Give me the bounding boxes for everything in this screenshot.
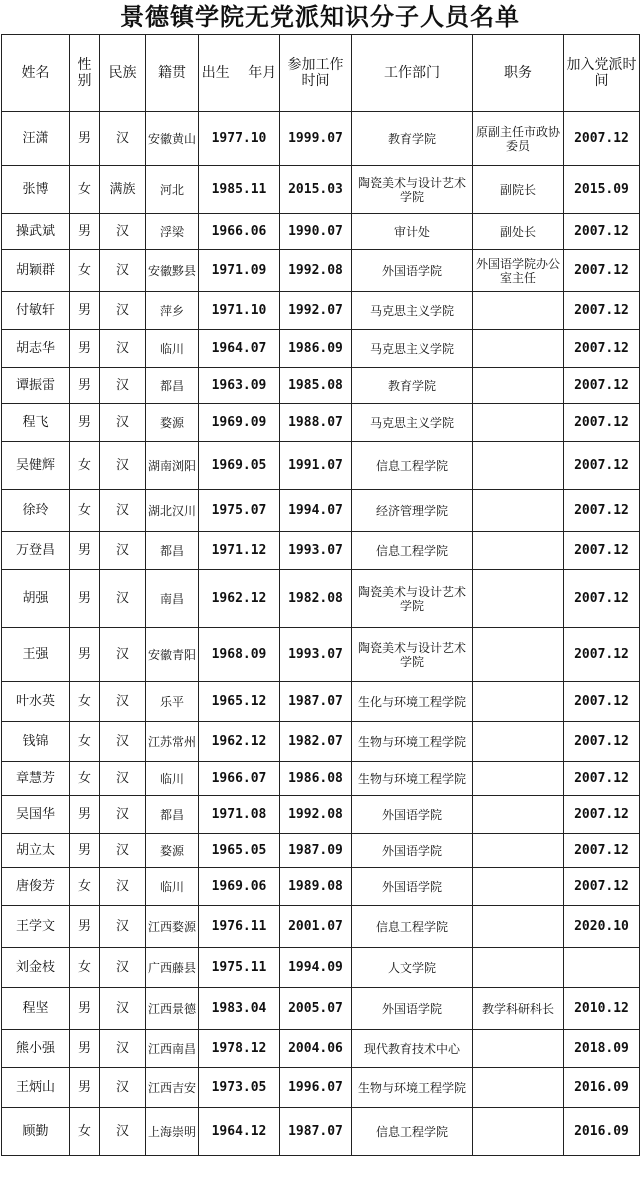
cell-position bbox=[473, 532, 564, 570]
cell-department: 生物与环境工程学院 bbox=[352, 722, 473, 762]
cell-gender: 女 bbox=[70, 250, 100, 292]
cell-position bbox=[473, 292, 564, 330]
cell-name: 胡强 bbox=[2, 570, 70, 628]
cell-origin: 临川 bbox=[146, 868, 199, 906]
cell-name: 胡志华 bbox=[2, 330, 70, 368]
cell-department: 外国语学院 bbox=[352, 796, 473, 834]
cell-origin: 浮梁 bbox=[146, 214, 199, 250]
cell-join: 2007.12 bbox=[564, 628, 640, 682]
cell-ethnicity: 汉 bbox=[100, 988, 146, 1030]
cell-position bbox=[473, 368, 564, 404]
cell-origin: 乐平 bbox=[146, 682, 199, 722]
cell-name: 刘金枝 bbox=[2, 948, 70, 988]
cell-work-start: 1992.07 bbox=[280, 292, 352, 330]
cell-name: 吴健辉 bbox=[2, 442, 70, 490]
cell-department: 陶瓷美术与设计艺术学院 bbox=[352, 628, 473, 682]
table-row bbox=[2, 834, 640, 868]
cell-ethnicity: 汉 bbox=[100, 1030, 146, 1068]
table-body bbox=[2, 112, 640, 1156]
cell-ethnicity: 汉 bbox=[100, 112, 146, 166]
header-origin: 籍贯 bbox=[146, 35, 199, 112]
table-row bbox=[2, 948, 640, 988]
table-row bbox=[2, 368, 640, 404]
cell-join: 2007.12 bbox=[564, 532, 640, 570]
cell-gender: 女 bbox=[70, 722, 100, 762]
cell-gender: 男 bbox=[70, 628, 100, 682]
cell-work-start: 1992.08 bbox=[280, 796, 352, 834]
cell-name: 钱锦 bbox=[2, 722, 70, 762]
cell-origin: 安徽黟县 bbox=[146, 250, 199, 292]
cell-birth: 1965.05 bbox=[199, 834, 280, 868]
cell-gender: 女 bbox=[70, 762, 100, 796]
cell-department: 信息工程学院 bbox=[352, 1108, 473, 1156]
cell-gender: 男 bbox=[70, 906, 100, 948]
cell-work-start: 2005.07 bbox=[280, 988, 352, 1030]
cell-work-start: 1982.07 bbox=[280, 722, 352, 762]
cell-work-start: 1986.08 bbox=[280, 762, 352, 796]
cell-ethnicity: 汉 bbox=[100, 330, 146, 368]
cell-position bbox=[473, 490, 564, 532]
cell-ethnicity: 汉 bbox=[100, 490, 146, 532]
cell-birth: 1965.12 bbox=[199, 682, 280, 722]
cell-name: 付敏轩 bbox=[2, 292, 70, 330]
cell-work-start: 1994.09 bbox=[280, 948, 352, 988]
table-row bbox=[2, 906, 640, 948]
cell-position bbox=[473, 442, 564, 490]
cell-gender: 男 bbox=[70, 988, 100, 1030]
cell-join: 2007.12 bbox=[564, 722, 640, 762]
cell-position bbox=[473, 682, 564, 722]
cell-origin: 江西吉安 bbox=[146, 1068, 199, 1108]
cell-work-start: 2004.06 bbox=[280, 1030, 352, 1068]
cell-gender: 男 bbox=[70, 570, 100, 628]
cell-name: 胡颖群 bbox=[2, 250, 70, 292]
cell-origin: 河北 bbox=[146, 166, 199, 214]
cell-position: 原副主任市政协委员 bbox=[473, 112, 564, 166]
header-work-start: 参加工作时间 bbox=[280, 35, 352, 112]
cell-join: 2007.12 bbox=[564, 214, 640, 250]
table-row bbox=[2, 404, 640, 442]
cell-work-start: 1992.08 bbox=[280, 250, 352, 292]
cell-position bbox=[473, 906, 564, 948]
table-row bbox=[2, 570, 640, 628]
cell-name: 顾勤 bbox=[2, 1108, 70, 1156]
header-ethnicity: 民族 bbox=[100, 35, 146, 112]
header-join: 加入党派时间 bbox=[564, 35, 640, 112]
cell-name: 吴国华 bbox=[2, 796, 70, 834]
cell-join: 2015.09 bbox=[564, 166, 640, 214]
cell-department: 陶瓷美术与设计艺术学院 bbox=[352, 570, 473, 628]
cell-birth: 1962.12 bbox=[199, 722, 280, 762]
cell-birth: 1969.06 bbox=[199, 868, 280, 906]
cell-gender: 女 bbox=[70, 490, 100, 532]
cell-work-start: 1987.07 bbox=[280, 1108, 352, 1156]
cell-birth: 1969.05 bbox=[199, 442, 280, 490]
cell-ethnicity: 汉 bbox=[100, 1108, 146, 1156]
header-name: 姓名 bbox=[2, 35, 70, 112]
cell-join: 2007.12 bbox=[564, 834, 640, 868]
cell-join: 2020.10 bbox=[564, 906, 640, 948]
cell-work-start: 1982.08 bbox=[280, 570, 352, 628]
cell-birth: 1963.09 bbox=[199, 368, 280, 404]
cell-birth: 1971.09 bbox=[199, 250, 280, 292]
cell-ethnicity: 汉 bbox=[100, 214, 146, 250]
cell-join: 2007.12 bbox=[564, 762, 640, 796]
cell-name: 万登昌 bbox=[2, 532, 70, 570]
cell-work-start: 1989.08 bbox=[280, 868, 352, 906]
cell-origin: 江苏常州 bbox=[146, 722, 199, 762]
cell-department: 生物与环境工程学院 bbox=[352, 1068, 473, 1108]
cell-work-start: 2001.07 bbox=[280, 906, 352, 948]
cell-department: 外国语学院 bbox=[352, 868, 473, 906]
cell-department: 人文学院 bbox=[352, 948, 473, 988]
cell-department: 生化与环境工程学院 bbox=[352, 682, 473, 722]
table-row bbox=[2, 292, 640, 330]
cell-join: 2007.12 bbox=[564, 112, 640, 166]
table-row bbox=[2, 330, 640, 368]
cell-ethnicity: 汉 bbox=[100, 442, 146, 490]
cell-department: 现代教育技术中心 bbox=[352, 1030, 473, 1068]
cell-work-start: 1993.07 bbox=[280, 532, 352, 570]
cell-birth: 1964.12 bbox=[199, 1108, 280, 1156]
table-row bbox=[2, 988, 640, 1030]
cell-position bbox=[473, 762, 564, 796]
table-row bbox=[2, 166, 640, 214]
cell-ethnicity: 汉 bbox=[100, 762, 146, 796]
cell-work-start: 1990.07 bbox=[280, 214, 352, 250]
header-row bbox=[2, 35, 640, 112]
cell-birth: 1977.10 bbox=[199, 112, 280, 166]
cell-position: 教学科研科长 bbox=[473, 988, 564, 1030]
cell-origin: 临川 bbox=[146, 330, 199, 368]
cell-name: 胡立太 bbox=[2, 834, 70, 868]
cell-origin: 都昌 bbox=[146, 368, 199, 404]
cell-origin: 萍乡 bbox=[146, 292, 199, 330]
cell-birth: 1966.07 bbox=[199, 762, 280, 796]
cell-join: 2007.12 bbox=[564, 404, 640, 442]
cell-position bbox=[473, 330, 564, 368]
header-department: 工作部门 bbox=[352, 35, 473, 112]
cell-gender: 女 bbox=[70, 682, 100, 722]
cell-gender: 男 bbox=[70, 368, 100, 404]
header-birth: 出生 年月 bbox=[199, 35, 280, 112]
cell-origin: 婺源 bbox=[146, 834, 199, 868]
cell-birth: 1973.05 bbox=[199, 1068, 280, 1108]
cell-department: 信息工程学院 bbox=[352, 906, 473, 948]
cell-name: 叶水英 bbox=[2, 682, 70, 722]
cell-ethnicity: 汉 bbox=[100, 404, 146, 442]
cell-department: 马克思主义学院 bbox=[352, 404, 473, 442]
cell-ethnicity: 汉 bbox=[100, 570, 146, 628]
cell-position bbox=[473, 948, 564, 988]
cell-origin: 湖南浏阳 bbox=[146, 442, 199, 490]
cell-name: 章慧芳 bbox=[2, 762, 70, 796]
cell-gender: 女 bbox=[70, 166, 100, 214]
cell-birth: 1969.09 bbox=[199, 404, 280, 442]
cell-department: 外国语学院 bbox=[352, 834, 473, 868]
table-row bbox=[2, 532, 640, 570]
cell-join: 2007.12 bbox=[564, 292, 640, 330]
cell-position bbox=[473, 1108, 564, 1156]
cell-gender: 男 bbox=[70, 834, 100, 868]
cell-name: 徐玲 bbox=[2, 490, 70, 532]
cell-ethnicity: 汉 bbox=[100, 796, 146, 834]
cell-birth: 1983.04 bbox=[199, 988, 280, 1030]
cell-gender: 男 bbox=[70, 292, 100, 330]
cell-name: 王强 bbox=[2, 628, 70, 682]
cell-name: 王学文 bbox=[2, 906, 70, 948]
cell-name: 张博 bbox=[2, 166, 70, 214]
table-row bbox=[2, 442, 640, 490]
page-title: 景德镇学院无党派知识分子人员名单 bbox=[120, 3, 520, 31]
cell-ethnicity: 汉 bbox=[100, 722, 146, 762]
cell-work-start: 1996.07 bbox=[280, 1068, 352, 1108]
cell-join: 2007.12 bbox=[564, 330, 640, 368]
cell-position: 副院长 bbox=[473, 166, 564, 214]
cell-department: 教育学院 bbox=[352, 368, 473, 404]
cell-gender: 男 bbox=[70, 1030, 100, 1068]
cell-position bbox=[473, 722, 564, 762]
cell-gender: 女 bbox=[70, 1108, 100, 1156]
cell-ethnicity: 汉 bbox=[100, 250, 146, 292]
cell-department: 外国语学院 bbox=[352, 988, 473, 1030]
cell-position bbox=[473, 1068, 564, 1108]
cell-gender: 男 bbox=[70, 214, 100, 250]
cell-department: 陶瓷美术与设计艺术学院 bbox=[352, 166, 473, 214]
cell-position: 副处长 bbox=[473, 214, 564, 250]
cell-join: 2007.12 bbox=[564, 490, 640, 532]
cell-join: 2007.12 bbox=[564, 368, 640, 404]
header-position: 职务 bbox=[473, 35, 564, 112]
cell-join: 2007.12 bbox=[564, 442, 640, 490]
cell-department: 马克思主义学院 bbox=[352, 292, 473, 330]
cell-name: 程坚 bbox=[2, 988, 70, 1030]
cell-ethnicity: 汉 bbox=[100, 532, 146, 570]
cell-gender: 男 bbox=[70, 404, 100, 442]
cell-ethnicity: 汉 bbox=[100, 1068, 146, 1108]
cell-work-start: 1988.07 bbox=[280, 404, 352, 442]
personnel-table bbox=[1, 34, 640, 1156]
cell-join: 2010.12 bbox=[564, 988, 640, 1030]
cell-gender: 男 bbox=[70, 112, 100, 166]
cell-birth: 1975.11 bbox=[199, 948, 280, 988]
cell-work-start: 1985.08 bbox=[280, 368, 352, 404]
cell-position bbox=[473, 570, 564, 628]
cell-gender: 男 bbox=[70, 1068, 100, 1108]
cell-origin: 湖北汉川 bbox=[146, 490, 199, 532]
cell-position bbox=[473, 868, 564, 906]
cell-origin: 都昌 bbox=[146, 532, 199, 570]
cell-birth: 1968.09 bbox=[199, 628, 280, 682]
table-row bbox=[2, 214, 640, 250]
cell-origin: 婺源 bbox=[146, 404, 199, 442]
cell-position bbox=[473, 404, 564, 442]
cell-join: 2018.09 bbox=[564, 1030, 640, 1068]
table-row bbox=[2, 250, 640, 292]
cell-origin: 江西景德 bbox=[146, 988, 199, 1030]
cell-name: 王炳山 bbox=[2, 1068, 70, 1108]
cell-origin: 临川 bbox=[146, 762, 199, 796]
cell-work-start: 1987.07 bbox=[280, 682, 352, 722]
cell-work-start: 2015.03 bbox=[280, 166, 352, 214]
cell-birth: 1971.10 bbox=[199, 292, 280, 330]
cell-department: 教育学院 bbox=[352, 112, 473, 166]
cell-birth: 1976.11 bbox=[199, 906, 280, 948]
cell-ethnicity: 汉 bbox=[100, 292, 146, 330]
cell-birth: 1975.07 bbox=[199, 490, 280, 532]
cell-ethnicity: 汉 bbox=[100, 682, 146, 722]
cell-gender: 男 bbox=[70, 532, 100, 570]
cell-work-start: 1991.07 bbox=[280, 442, 352, 490]
cell-department: 马克思主义学院 bbox=[352, 330, 473, 368]
cell-join: 2007.12 bbox=[564, 682, 640, 722]
cell-work-start: 1999.07 bbox=[280, 112, 352, 166]
cell-department: 信息工程学院 bbox=[352, 532, 473, 570]
cell-origin: 都昌 bbox=[146, 796, 199, 834]
cell-join: 2007.12 bbox=[564, 868, 640, 906]
table-row bbox=[2, 1108, 640, 1156]
table-row bbox=[2, 868, 640, 906]
cell-department: 生物与环境工程学院 bbox=[352, 762, 473, 796]
cell-ethnicity: 汉 bbox=[100, 834, 146, 868]
cell-origin: 上海崇明 bbox=[146, 1108, 199, 1156]
cell-work-start: 1986.09 bbox=[280, 330, 352, 368]
cell-gender: 男 bbox=[70, 330, 100, 368]
header-gender: 性别 bbox=[70, 35, 100, 112]
table-row bbox=[2, 722, 640, 762]
cell-origin: 安徽黄山 bbox=[146, 112, 199, 166]
cell-gender: 女 bbox=[70, 948, 100, 988]
cell-name: 程飞 bbox=[2, 404, 70, 442]
cell-name: 谭振雷 bbox=[2, 368, 70, 404]
cell-birth: 1966.06 bbox=[199, 214, 280, 250]
cell-origin: 广西藤县 bbox=[146, 948, 199, 988]
cell-origin: 安徽青阳 bbox=[146, 628, 199, 682]
cell-birth: 1971.12 bbox=[199, 532, 280, 570]
cell-name: 唐俊芳 bbox=[2, 868, 70, 906]
table-row bbox=[2, 1030, 640, 1068]
table-row bbox=[2, 796, 640, 834]
cell-origin: 南昌 bbox=[146, 570, 199, 628]
cell-position bbox=[473, 1030, 564, 1068]
cell-gender: 女 bbox=[70, 868, 100, 906]
cell-join: 2007.12 bbox=[564, 570, 640, 628]
cell-department: 审计处 bbox=[352, 214, 473, 250]
cell-department: 信息工程学院 bbox=[352, 442, 473, 490]
cell-join bbox=[564, 948, 640, 988]
cell-name: 汪潇 bbox=[2, 112, 70, 166]
cell-position: 外国语学院办公室主任 bbox=[473, 250, 564, 292]
cell-ethnicity: 满族 bbox=[100, 166, 146, 214]
table-row bbox=[2, 490, 640, 532]
cell-ethnicity: 汉 bbox=[100, 628, 146, 682]
table-row bbox=[2, 1068, 640, 1108]
cell-origin: 江西南昌 bbox=[146, 1030, 199, 1068]
cell-join: 2007.12 bbox=[564, 250, 640, 292]
cell-position bbox=[473, 796, 564, 834]
cell-birth: 1962.12 bbox=[199, 570, 280, 628]
cell-gender: 女 bbox=[70, 442, 100, 490]
cell-ethnicity: 汉 bbox=[100, 868, 146, 906]
cell-department: 外国语学院 bbox=[352, 250, 473, 292]
cell-work-start: 1993.07 bbox=[280, 628, 352, 682]
cell-department: 经济管理学院 bbox=[352, 490, 473, 532]
cell-position bbox=[473, 834, 564, 868]
table-row bbox=[2, 628, 640, 682]
cell-gender: 男 bbox=[70, 796, 100, 834]
cell-join: 2016.09 bbox=[564, 1108, 640, 1156]
cell-birth: 1971.08 bbox=[199, 796, 280, 834]
cell-ethnicity: 汉 bbox=[100, 948, 146, 988]
table-row bbox=[2, 762, 640, 796]
cell-join: 2007.12 bbox=[564, 796, 640, 834]
cell-name: 熊小强 bbox=[2, 1030, 70, 1068]
cell-ethnicity: 汉 bbox=[100, 906, 146, 948]
cell-join: 2016.09 bbox=[564, 1068, 640, 1108]
cell-position bbox=[473, 628, 564, 682]
cell-origin: 江西婺源 bbox=[146, 906, 199, 948]
cell-birth: 1978.12 bbox=[199, 1030, 280, 1068]
cell-birth: 1985.11 bbox=[199, 166, 280, 214]
cell-ethnicity: 汉 bbox=[100, 368, 146, 404]
table-row bbox=[2, 682, 640, 722]
cell-birth: 1964.07 bbox=[199, 330, 280, 368]
table-row bbox=[2, 112, 640, 166]
cell-work-start: 1987.09 bbox=[280, 834, 352, 868]
cell-work-start: 1994.07 bbox=[280, 490, 352, 532]
cell-name: 操武斌 bbox=[2, 214, 70, 250]
